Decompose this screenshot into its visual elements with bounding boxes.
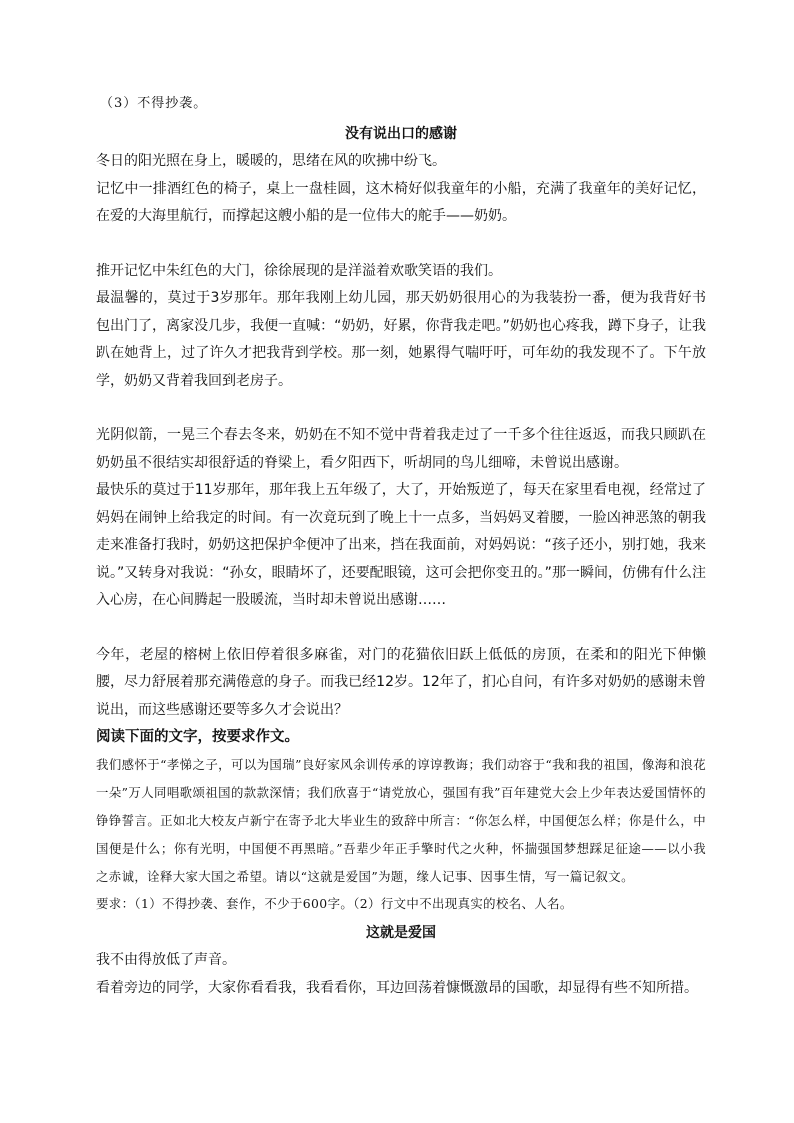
essay-paragraph: 我不由得放低了声音。 — [96, 952, 236, 968]
essay-paragraph: 看着旁边的同学，大家你看看我，我看看你，耳边回荡着慷慨激昂的国歌，却显得有些不知所措。 — [96, 979, 698, 996]
essay-paragraph: 光阴似箭，一晃三个春去冬来，奶奶在不知不觉中背着我走过了一千多个往往返返，而我只顾趴在奶奶虽不很结实却很舒适的脊梁上，看夕阳西下，听胡同的鸟儿细啼，未曾说出感谢。 — [96, 427, 706, 471]
essay-paragraph: 记忆中一排酒红色的椅子，桌上一盘桂圆，这木椅好似我童年的小船，充满了我童年的美好记忆，在爱的大海里航行，而撑起这艘小船的是一位伟大的舵手——奶奶。 — [96, 180, 706, 224]
paragraph-gap — [96, 615, 706, 642]
requirements-text: 要求：（1）不得抄袭、套作，不少于600字。（2）行文中不出现真实的校名、人名。 — [96, 896, 573, 911]
paragraph-gap — [96, 395, 706, 422]
document-content — [96, 92, 706, 1002]
task-heading: 阅读下面的文字，按要求作文。 — [96, 729, 299, 745]
essay-paragraph: 今年，老屋的榕树上依旧停着很多麻雀，对门的花猫依旧跃上低低的房顶，在柔和的阳光下伸懒腰，尽力舒展着那充满倦意的身子。而我已经12岁。12年了，扪心自问，有许多对奶奶的感谢未曾说出，而这些感谢还要等多久才会说出？ — [96, 646, 706, 718]
paragraph-gap — [96, 231, 706, 258]
lead-line: （3）不得抄袭。 — [100, 96, 208, 111]
prompt-text: 我们感怀于“孝悌之子，可以为国瑞”良好家风余训传承的谆谆教诲；我们动容于“我和我的祖国，像海和浪花一朵”万人同唱歌颂祖国的款款深情；我们欣喜于“请党放心，强国有我”百年建党大会上少年表达爱国情怀的铮铮誓言。正如北大校友卢新宁在寄予北大毕业生的致辞中所言：“你怎么样，中国便怎么样；你是什么，中国便是什么；你有光明，中国便不再黑暗。”吾辈少年正手擎时代之火种，怀揣强国梦想踩足征途——以小我之赤诚，诠释大家大国之希望。请以“这就是爱国”为题，缘人记事、因事生情，写一篇记叙文。 — [96, 757, 706, 884]
essay-paragraph: 冬日的阳光照在身上，暖暖的，思绪在风的吹拂中纷飞。 — [96, 153, 446, 169]
essay-paragraph: 推开记忆中朱红色的大门，徐徐展现的是洋溢着欢歌笑语的我们。 — [96, 262, 502, 279]
essay-paragraph: 最快乐的莫过于11岁那年，那年我上五年级了，大了，开始叛逆了，每天在家里看电视，经常过了妈妈在闹钟上给我定的时间。有一次竟玩到了晚上十一点多，当妈妈叉着腰，一脸凶神恶煞的朝我走来准备打我时，奶奶这把保护伞便冲了出来，挡在我面前，对妈妈说：“孩子还小，别打她，我来说。”又转身对我说：“孙女，眼睛坏了，还要配眼镜，这可会把你变丑的。”那一瞬间，仿佛有什么注入心房，在心间腾起一股暖流，当时却未曾说出感谢…… — [96, 482, 706, 608]
essay-title: 这就是爱国 — [366, 925, 436, 941]
essay-paragraph: 最温馨的，莫过于3岁那年。那年我刚上幼儿园，那天奶奶很用心的为我装扮一番，便为我背好书包出门了，离家没几步，我便一直喊：“奶奶，好累，你背我走吧。”奶奶也心疼我，蹲下身子，让我趴在她背上，过了许久才把我背到学校。那一刻，她累得气喘吁吁，可年幼的我发现不了。下午放学，奶奶又背着我回到老房子。 — [96, 290, 706, 389]
essay-title: 没有说出口的感谢 — [345, 126, 457, 142]
